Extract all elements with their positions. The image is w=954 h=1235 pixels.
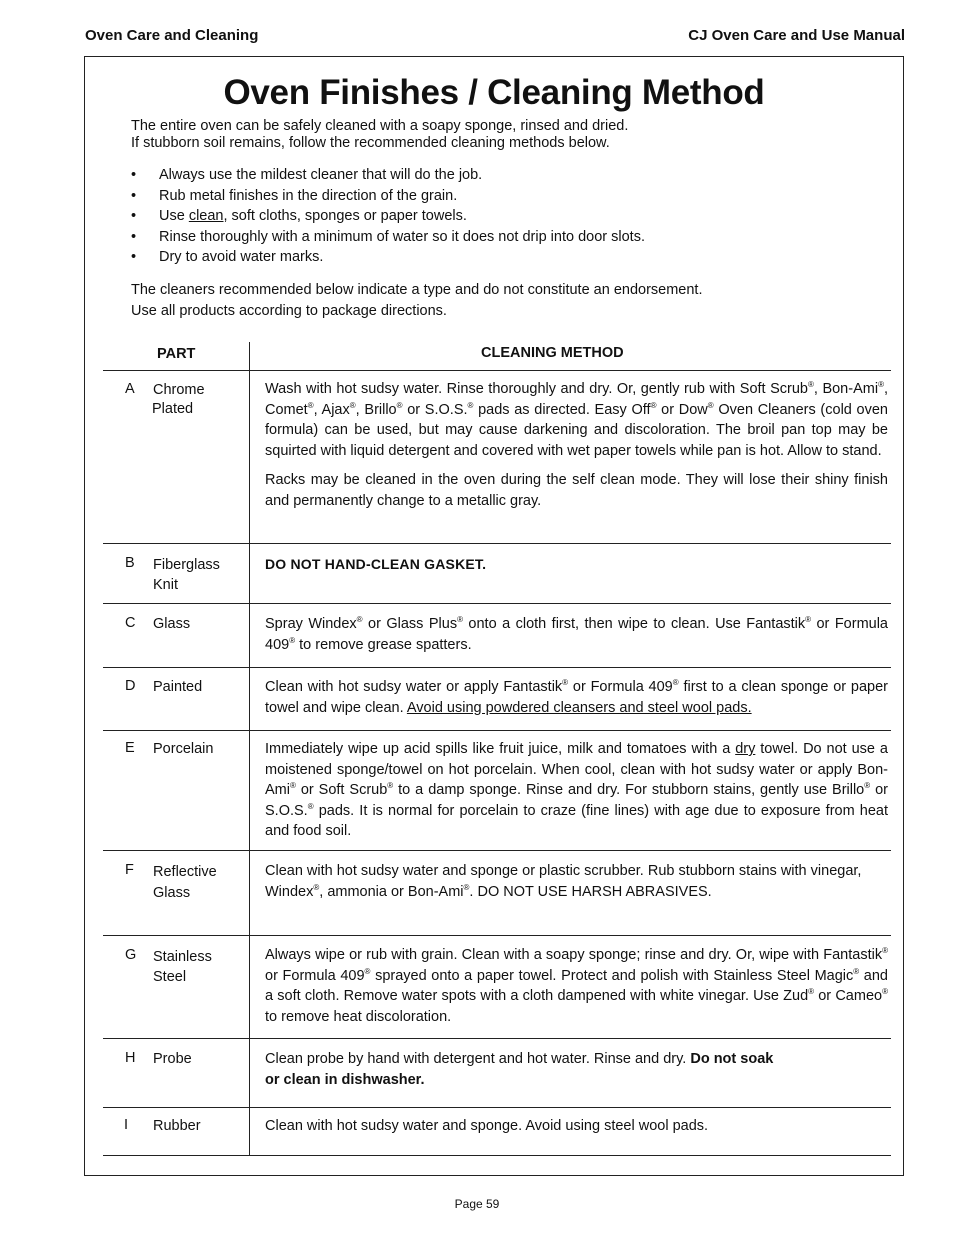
method-text: Clean with hot sudsy water and sponge or plastic scrubber. Rub stubborn stains with vinegar, Windex®, ammonia or Bon-Ami®. DO NOT USE HARSH ABRASIVES. xyxy=(265,863,862,900)
note-line-1: The cleaners recommended below indicate a type and do not constitute an endorsement. xyxy=(131,282,703,298)
row-letter: C xyxy=(125,615,136,631)
endorsement-note xyxy=(131,280,703,322)
part-name: Painted xyxy=(153,679,203,695)
part-name: Probe xyxy=(153,1051,192,1067)
method-text: Always wipe or rub with grain. Clean with a soapy sponge; rinse and dry. Or, wipe with Fantastik® or Formula 409® sprayed onto a paper towel. Protect and polish with Stainless Steel Magic® and a soft cloth. Remove water spots with a cloth dampened with white vinegar. Use Zud® or Cameo® to remove heat discoloration. xyxy=(265,946,888,1025)
method-text: Clean probe by hand with detergent and hot water. Rinse and dry. Do not soak or clean in dishwasher. xyxy=(265,1051,774,1088)
content-frame xyxy=(84,56,904,1176)
tip-item: • Dry to avoid water marks. xyxy=(131,247,645,268)
part-name xyxy=(153,555,220,595)
row-divider xyxy=(103,603,891,604)
column-header-part: PART xyxy=(157,346,196,362)
tip-item: • Always use the mildest cleaner that will do the job. xyxy=(131,165,645,186)
method-warning: or clean in dishwasher. xyxy=(265,1071,425,1088)
method-text: Clean with hot sudsy water and sponge. Avoid using steel wool pads. xyxy=(265,1118,709,1134)
part-name: Rubber xyxy=(153,1118,201,1134)
row-divider xyxy=(103,935,891,936)
page-title: Oven Finishes / Cleaning Method xyxy=(223,73,765,112)
tip-item: • Rub metal finishes in the direction of the grain. xyxy=(131,186,645,207)
part-name xyxy=(153,381,205,419)
row-divider xyxy=(103,1155,891,1156)
part-name-line: Stainless xyxy=(153,949,212,965)
row-letter: I xyxy=(124,1117,129,1133)
intro-line-1: The entire oven can be safely cleaned with a soapy sponge, rinsed and dried. xyxy=(131,118,629,134)
intro-line-2: If stubborn soil remains, follow the recommended cleaning methods below. xyxy=(131,135,610,151)
row-letter: A xyxy=(125,381,135,397)
part-name-line: Plated xyxy=(152,401,194,417)
part-name: Porcelain xyxy=(153,741,214,757)
part-name xyxy=(153,862,217,904)
part-name-line: Knit xyxy=(153,577,178,593)
part-name-line: Fiberglass xyxy=(153,557,220,573)
method-paragraph: Wash with hot sudsy water. Rinse thoroughly and dry. Or, gently rub with Soft Scrub®, Bon-Ami®, Comet®, Ajax®, Brillo® or S.O.S.® pads as directed. Easy Off® or Dow® Oven Cleaners (cold oven formula) can be used, but may cause darkening and discoloration. The broil pan top may be squirted with liquid detergent and covered with wet paper towels while pan is hot. Allow to stand. xyxy=(265,380,888,459)
method-text: Immediately wipe up acid spills like fruit juice, milk and tomatoes with a dry towel. Do not use a moistened sponge/towel on hot porcelain. When cool, clean with hot sudsy water or apply Bon-Ami® or Soft Scrub® to a damp sponge. Rinse and dry. For stubborn stains, gently use Brillo® or S.O.S.® pads. It is normal for porcelain to craze (fine lines) with age due to exposure from heat and food soil. xyxy=(265,741,888,839)
method-warning: Do not soak xyxy=(690,1051,774,1067)
row-divider xyxy=(103,730,891,731)
method-text: Spray Windex® or Glass Plus® onto a cloth first, then wipe to clean. Use Fantastik® or Formula 409® to remove grease spatters. xyxy=(265,615,888,653)
row-letter: F xyxy=(125,862,134,878)
row-divider xyxy=(103,1107,891,1108)
running-header-manual: CJ Oven Care and Use Manual xyxy=(688,27,905,44)
method-warning: Avoid using powdered cleansers and steel wool pads. xyxy=(406,699,752,716)
part-name: Glass xyxy=(153,616,191,632)
part-name-line: Steel xyxy=(153,969,187,985)
row-letter: B xyxy=(125,555,135,571)
row-letter: H xyxy=(125,1050,136,1066)
row-divider xyxy=(103,1038,891,1039)
row-divider xyxy=(103,667,891,668)
intro-text xyxy=(131,118,628,152)
row-divider xyxy=(103,850,891,851)
page-number: Page 59 xyxy=(454,1197,500,1211)
method-text xyxy=(265,379,888,511)
row-divider xyxy=(103,543,891,544)
tip-text: Use xyxy=(159,208,189,224)
tip-item xyxy=(131,206,645,227)
part-name-line: Reflective xyxy=(153,864,217,880)
part-name-line: Chrome xyxy=(153,382,205,398)
note-line-2: Use all products according to package directions. xyxy=(131,303,447,319)
running-header-section: Oven Care and Cleaning xyxy=(85,27,259,44)
column-divider xyxy=(249,342,250,1156)
method-paragraph: Racks may be cleaned in the oven during the self clean mode. They will lose their shiny finish and permanently change to a metallic gray. xyxy=(265,472,888,509)
column-header-method: CLEANING METHOD xyxy=(481,345,624,361)
row-letter: E xyxy=(125,740,135,756)
row-letter: D xyxy=(125,678,136,694)
part-name-line: Glass xyxy=(153,885,191,901)
row-letter: G xyxy=(125,947,137,963)
method-text: DO NOT HAND-CLEAN GASKET. xyxy=(265,556,487,572)
row-divider xyxy=(103,370,891,371)
tip-underlined-word: clean xyxy=(188,208,224,224)
tip-text: , soft cloths, sponges or paper towels. xyxy=(223,208,467,224)
part-name xyxy=(153,947,212,987)
tips-list xyxy=(131,165,645,268)
tip-item: • Rinse thoroughly with a minimum of water so it does not drip into door slots. xyxy=(131,227,645,248)
method-text: Clean with hot sudsy water or apply Fantastik® or Formula 409® first to a clean sponge or paper towel and wipe clean. Avoid using powdered cleansers and steel wool pads. xyxy=(265,678,888,716)
